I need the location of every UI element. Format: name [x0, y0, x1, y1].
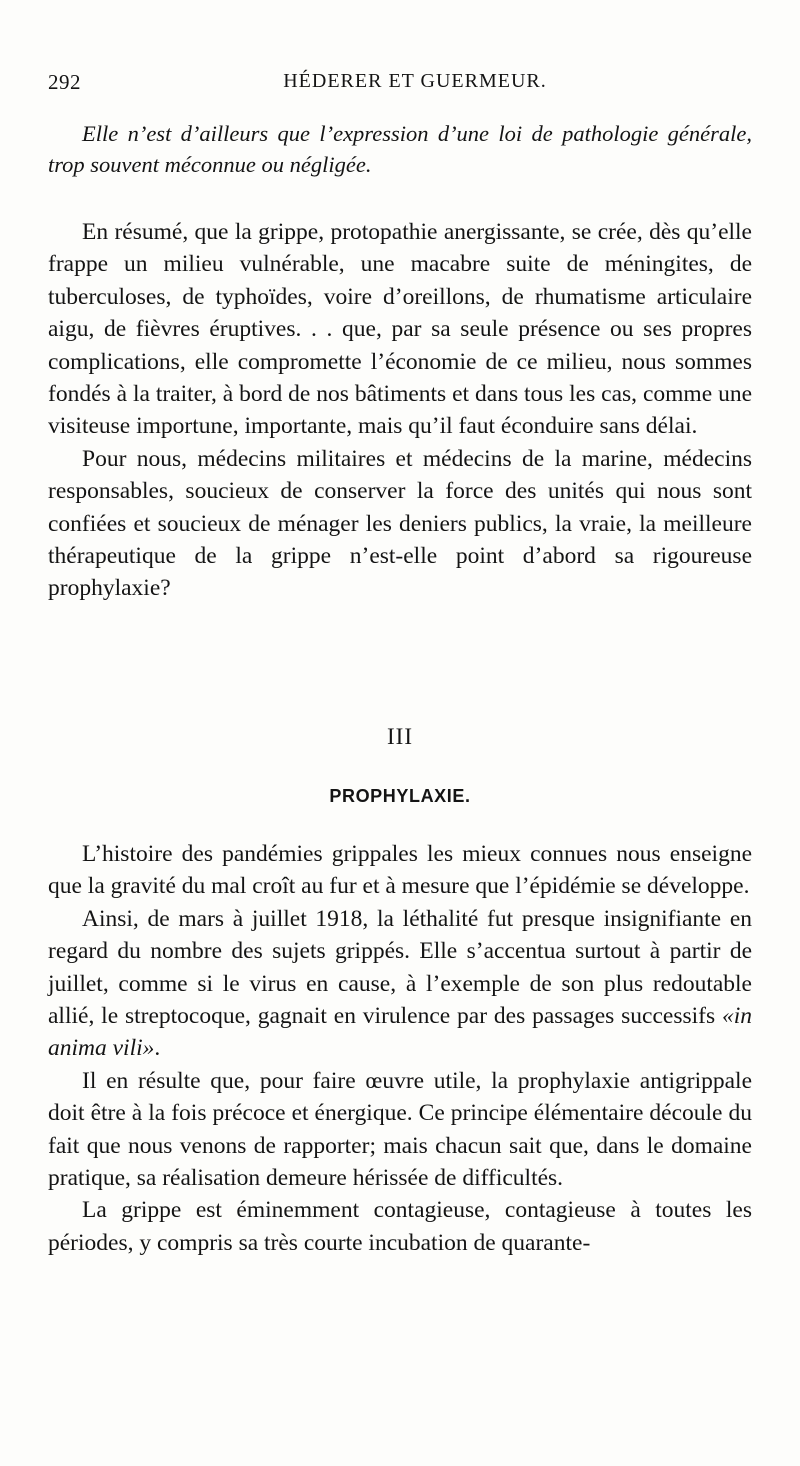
section-heading: PROPHYLAXIE.: [329, 786, 471, 806]
running-head: [48, 70, 752, 102]
prophylaxie-paragraph-2: [48, 903, 752, 1065]
italic-quote-paragraph: Elle n’est d’ailleurs que l’expression d’une loi de pathologie générale, trop souvent méconnue ou négligée.: [48, 121, 752, 177]
prophylaxie-paragraph-1: L’histoire des pandémies grippales les mieux connues nous enseigne que la gravité du mal croît au fur et à mesure que l’épidémie se développe.: [48, 841, 752, 900]
italic-quote-block: [48, 118, 752, 180]
page-number: 292: [48, 70, 81, 94]
summary-paragraph-1: En résumé, que la grippe, protopathie anergissante, se crée, dès qu’elle frappe un milieu vulnérable, une macabre suite de méningites, de tuberculoses, de typhoïdes, voire d’oreillons, de rhumatisme articulaire aigu, de fièvres éruptives. . . que, par sa seule présence ou ses propres complications, elle compromette l’économie de ce milieu, nous sommes fondés à la traiter, à bord de nos bâtiments et dans tous les cas, comme une visiteuse importune, importante, mais qu’il faut éconduire sans délai.: [48, 219, 752, 440]
prophylaxie-paragraph-2-text: Ainsi, de mars à juillet 1918, la léthalité fut presque insignifiante en regard du nombre des sujets grippés. Elle s’accentua surtout à partir de juillet, comme si le virus en cause, à l’exemple de son plus redoutable allié, le streptocoque, gagnait en virulence par des passages successifs: [48, 905, 752, 1030]
prophylaxie-paragraph-4: La grippe est éminemment contagieuse, contagieuse à toutes les périodes, y compris sa très courte incubation de quarante-: [48, 1197, 752, 1256]
prophylaxie-block: [48, 838, 752, 1259]
summary-block: [48, 216, 752, 605]
prophylaxie-paragraph-3: Il en résulte que, pour faire œuvre utile, la prophylaxie antigrippale doit être à la fois précoce et énergique. Ce principe élémentaire découle du fait que nous venons de rapporter; mais chacun sait que, dans le domaine pratique, sa réalisation demeure hérissée de difficultés.: [48, 1067, 752, 1192]
prophylaxie-paragraph-2-end: .: [154, 1035, 161, 1062]
running-title: HÉDERER ET GUERMEUR.: [283, 70, 547, 92]
latin-quote: «in anima vili»: [48, 1003, 752, 1062]
section-number: III: [387, 724, 413, 749]
summary-paragraph-2: Pour nous, médecins militaires et médecins de la marine, médecins responsables, soucieux de conserver la force des unités qui nous sont confiées et soucieux de ménager les deniers publics, la vraie, la meilleure thérapeutique de la grippe n’est-elle point d’abord sa rigoureuse prophylaxie?: [48, 445, 752, 602]
